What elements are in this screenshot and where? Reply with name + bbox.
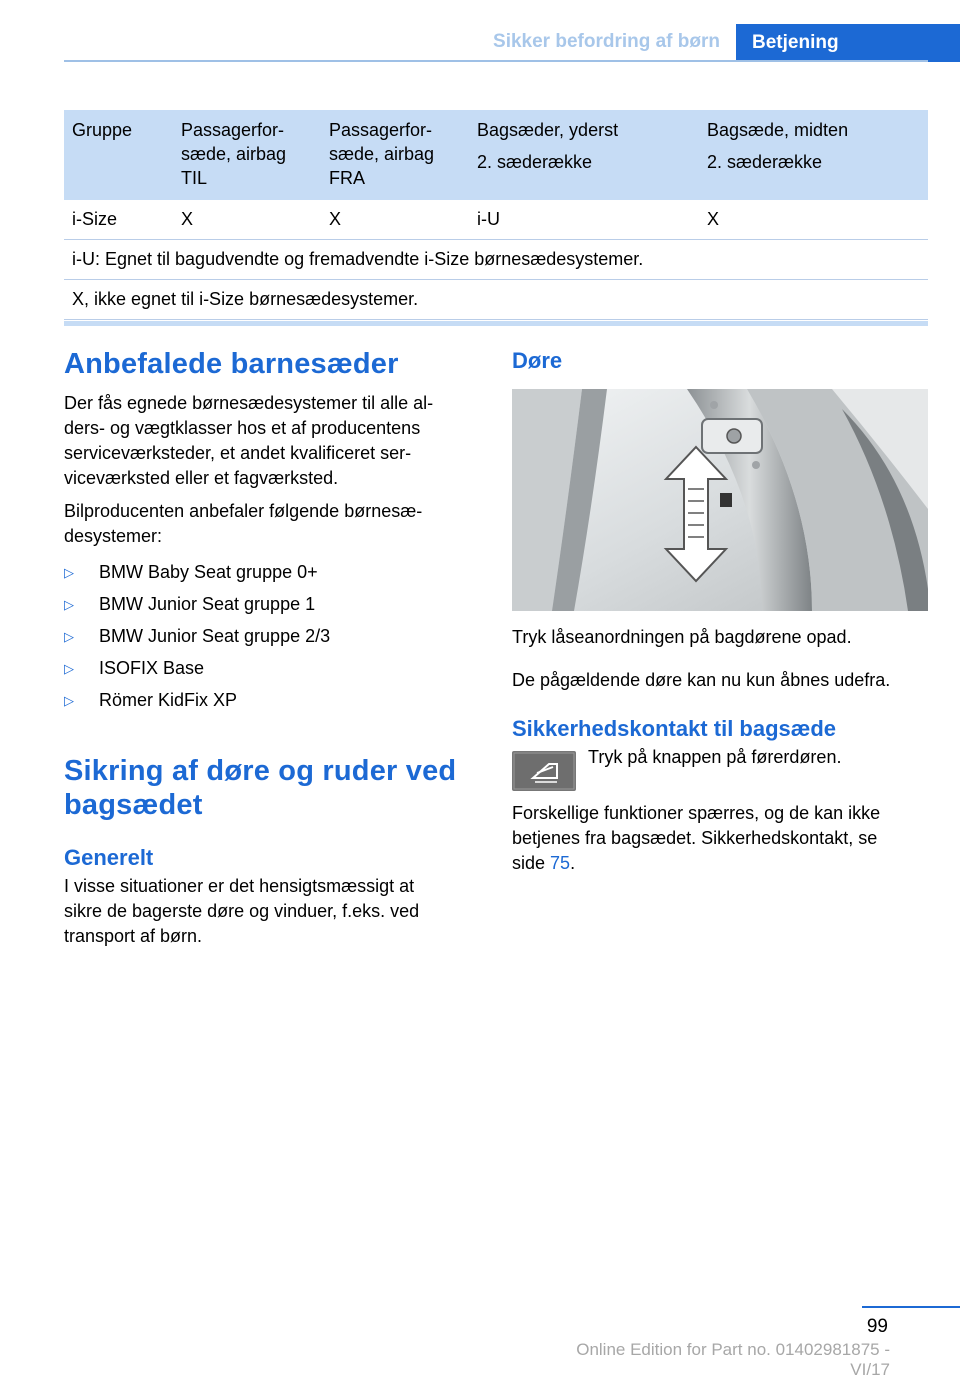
paragraph-availability: Der fås egnede børnesædesystemer til alle al- ders- og vægtklasser hos et af producentens serviceværksteder, et andet kvalificeret ser- viceværksted eller et fagværksted. (64, 393, 434, 488)
list-item: ▷ BMW Baby Seat gruppe 0+ (64, 556, 474, 588)
header-cell-rear-outer: Bagsæder, yderst 2. sæderække (477, 120, 619, 172)
door-lock-illustration (512, 389, 928, 611)
child-lock-button-icon (512, 751, 576, 791)
table-row (64, 200, 928, 240)
subtitle-safety-switch: Sikkerhedskontakt til bagsæde (512, 716, 836, 741)
table-bottom-rule (64, 321, 928, 326)
paragraph-recommendation: Bilproducenten anbefaler følgende børnesæ- desystemer: (64, 501, 423, 546)
chapter-tab: Betjening (736, 24, 960, 62)
recommended-seat-list (64, 556, 474, 716)
page-reference-link[interactable]: 75 (550, 853, 571, 873)
header-cell-front-airbag-off: Passagerfor- sæde, airbag FRA (329, 120, 435, 188)
table-note-x: X, ikke egnet til i-Size børnesædesystemer. (64, 280, 928, 320)
section-title-doors: Døre (512, 348, 563, 373)
page-number: 99 (866, 1316, 888, 1337)
left-column (64, 345, 474, 949)
list-item: ▷ BMW Junior Seat gruppe 1 (64, 588, 474, 620)
paragraph-doors-outside: De pågældende døre kan nu kun åbnes udefra. (512, 670, 891, 690)
triangle-bullet-icon: ▷ (64, 628, 74, 644)
table-header-row (64, 110, 928, 200)
paragraph-lock-instruction: Tryk låseanordningen på bagdørene opad. (512, 627, 852, 647)
table-cell: i-Size (72, 209, 118, 229)
triangle-bullet-icon: ▷ (64, 564, 74, 580)
paragraph-functions-blocked: Forskellige funktioner spærres, og de kan ikke betjenes fra bagsædet. Sikkerhedskontakt, se side 75. (512, 803, 881, 873)
section-title-recommended-seats: Anbefalede barnesæder (64, 348, 399, 380)
triangle-bullet-icon: ▷ (64, 660, 74, 676)
header-rule (64, 60, 928, 62)
safety-switch-row (512, 745, 928, 791)
subtitle-general: Generelt (64, 845, 154, 870)
header-cell-group: Gruppe (72, 120, 133, 140)
footer-rule (862, 1306, 960, 1308)
list-item: ▷ Römer KidFix XP (64, 684, 474, 716)
section-title-securing-doors: Sikring af døre og ruder ved bagsædet (64, 755, 457, 821)
child-seat-table (64, 110, 928, 326)
list-item: ▷ BMW Junior Seat gruppe 2/3 (64, 620, 474, 652)
edition-footer: Online Edition for Part no. 01402981875 - VI/17 (576, 1340, 890, 1379)
paragraph-press-button: Tryk på knappen på førerdøren. (588, 747, 842, 767)
table-cell: X (707, 209, 720, 229)
header-cell-front-airbag-on: Passagerfor- sæde, airbag TIL (181, 120, 287, 188)
table-cell: i-U (477, 209, 500, 229)
triangle-bullet-icon: ▷ (64, 596, 74, 612)
header-cell-rear-middle: Bagsæde, midten 2. sæderække (707, 120, 849, 172)
right-column (512, 345, 928, 876)
table-cell: X (329, 209, 342, 229)
running-header-section: Sikker befordring af børn (493, 31, 720, 52)
list-item: ▷ ISOFIX Base (64, 652, 474, 684)
triangle-bullet-icon: ▷ (64, 692, 74, 708)
paragraph-general: I visse situationer er det hensigtsmæssigt at sikre de bagerste døre og vinduer, f.eks. ved transport af børn. (64, 876, 420, 946)
table-note-iu: i-U: Egnet til bagudvendte og fremadvendte i-Size børnesædesystemer. (64, 240, 928, 280)
table-cell: X (181, 209, 194, 229)
